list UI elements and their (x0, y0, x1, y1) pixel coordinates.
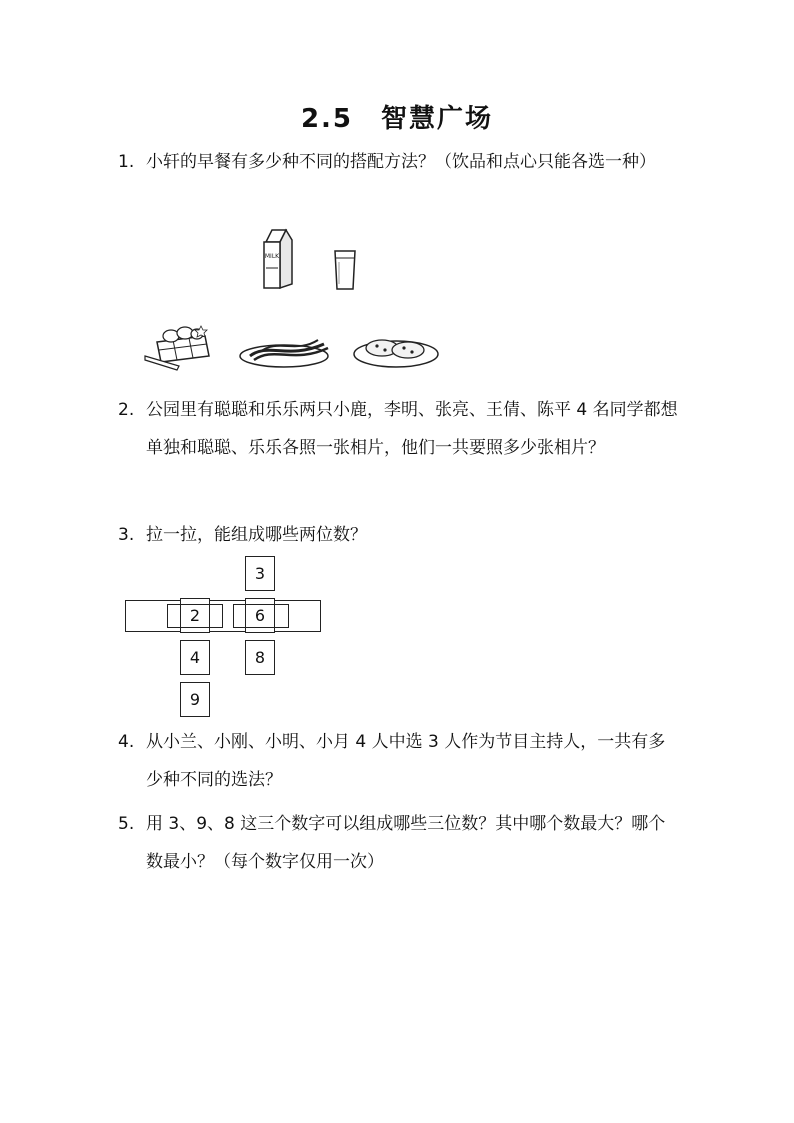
question-number: 5. (118, 814, 135, 834)
left-strip-cell[interactable]: 2 (180, 598, 210, 633)
question-text: 用 3、9、8 这三个数字可以组成哪些三位数？其中哪个数最大？哪个数最小？（每个数字仅用一次） (146, 814, 666, 872)
question-5 (118, 805, 678, 881)
left-strip-cell[interactable]: 9 (180, 682, 210, 717)
right-strip-cell[interactable]: 6 (245, 598, 275, 633)
milk-label: MILK (264, 253, 280, 260)
question-text: 小轩的早餐有多少种不同的搭配方法？（饮品和点心只能各选一种） (146, 152, 656, 172)
question-number: 1. (118, 152, 135, 172)
question-4 (118, 723, 678, 799)
left-window-frame (167, 604, 223, 628)
section-number: 2.5 (300, 104, 354, 134)
question-text: 从小兰、小刚、小明、小月 4 人中选 3 人作为节目主持人，一共有多少种不同的选法？ (146, 732, 666, 790)
question-1 (118, 143, 678, 181)
question-number: 2. (118, 400, 135, 420)
right-window-frame (233, 604, 289, 628)
page-title (0, 98, 794, 135)
cookies-plate-icon (352, 332, 440, 370)
left-strip-cell[interactable]: 4 (180, 640, 210, 675)
question-2 (118, 391, 678, 467)
section-title: 智慧广场 (381, 104, 494, 134)
fried-dough-plate-icon (238, 334, 334, 370)
question-number: 4. (118, 732, 135, 752)
question-3 (118, 516, 678, 554)
right-strip-cell[interactable]: 8 (245, 640, 275, 675)
outer-frame (125, 600, 321, 632)
bread-basket-icon (143, 322, 213, 372)
question-number: 3. (118, 525, 135, 545)
milk-carton-icon (258, 228, 298, 290)
glass-of-milk-icon (332, 248, 358, 292)
question-text: 拉一拉，能组成哪些两位数？ (146, 525, 367, 545)
right-strip-cell[interactable]: 3 (245, 556, 275, 591)
question-text: 公园里有聪聪和乐乐两只小鹿，李明、张亮、王倩、陈平 4 名同学都想单独和聪聪、乐乐各照一张相片，他们一共要照多少张相片？ (146, 400, 678, 458)
